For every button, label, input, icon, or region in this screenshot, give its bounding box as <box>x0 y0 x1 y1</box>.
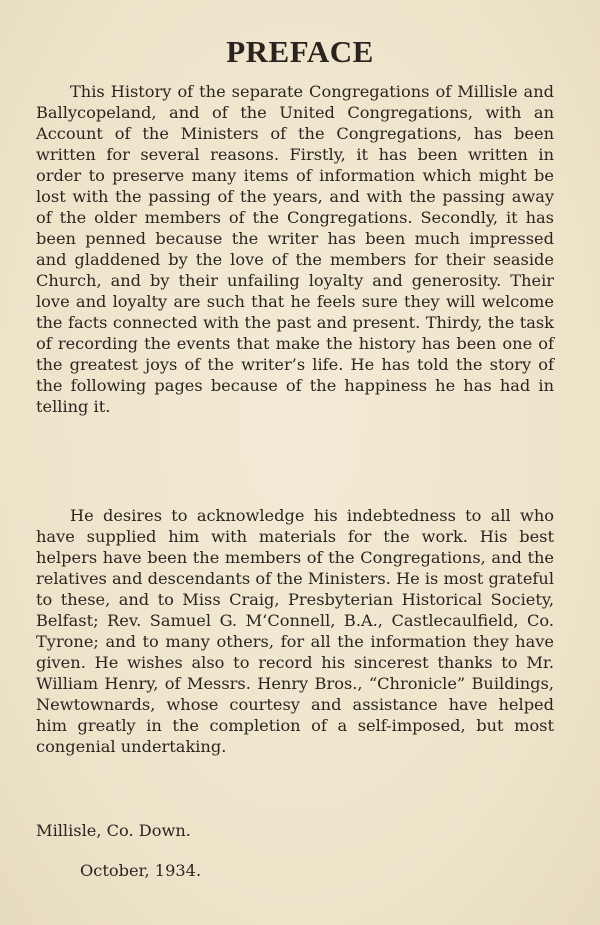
page-title: PREFACE <box>226 34 374 69</box>
signature-place: Millisle, Co. Down. <box>36 821 191 840</box>
signature-date: October, 1934. <box>80 861 202 880</box>
preface-paragraph-2: He desires to acknowledge his indebtedness to all who have supplied him with materials for the work. His best helpers have been the members of the Congregations, and the relatives and descendants of the Ministers. He is most grateful to these, and to Miss Craig, Presbyterian Historical Society, Belfast; Rev. Samuel G. M‘Connell, B.A., Castlecaulfield, Co. Tyrone; and to many others, for all the information they have given. He wishes also to record his sincerest thanks to Mr. William Henry, of Messrs. Henry Bros., “Chronicle” Buildings, Newtownards, whose courtesy and assistance have helped him greatly in the completion of a self-imposed, but most congenial undertaking. <box>36 506 554 756</box>
preface-paragraph-1: This History of the separate Congregations of Millisle and Ballycopeland, and of the United Congregations, with an Account of the Ministers of the Congregations, has been written for several reasons. Firstly, it has been written in order to preserve many items of information which might be lost with the passing of the years, and with the passing away of the older members of the Congregations. Secondly, it has been penned because the writer has been much impressed and gladdened by the love of the members for their seaside Church, and by their unfailing loyalty and generosity. Their love and loyalty are such that he feels sure they will welcome the facts connected with the past and present. Thirdy, the task of recording the events that make the history has been one of the greatest joys of the writer’s life. He has told the story of the following pages because of the happiness he has had in telling it. <box>36 82 554 416</box>
